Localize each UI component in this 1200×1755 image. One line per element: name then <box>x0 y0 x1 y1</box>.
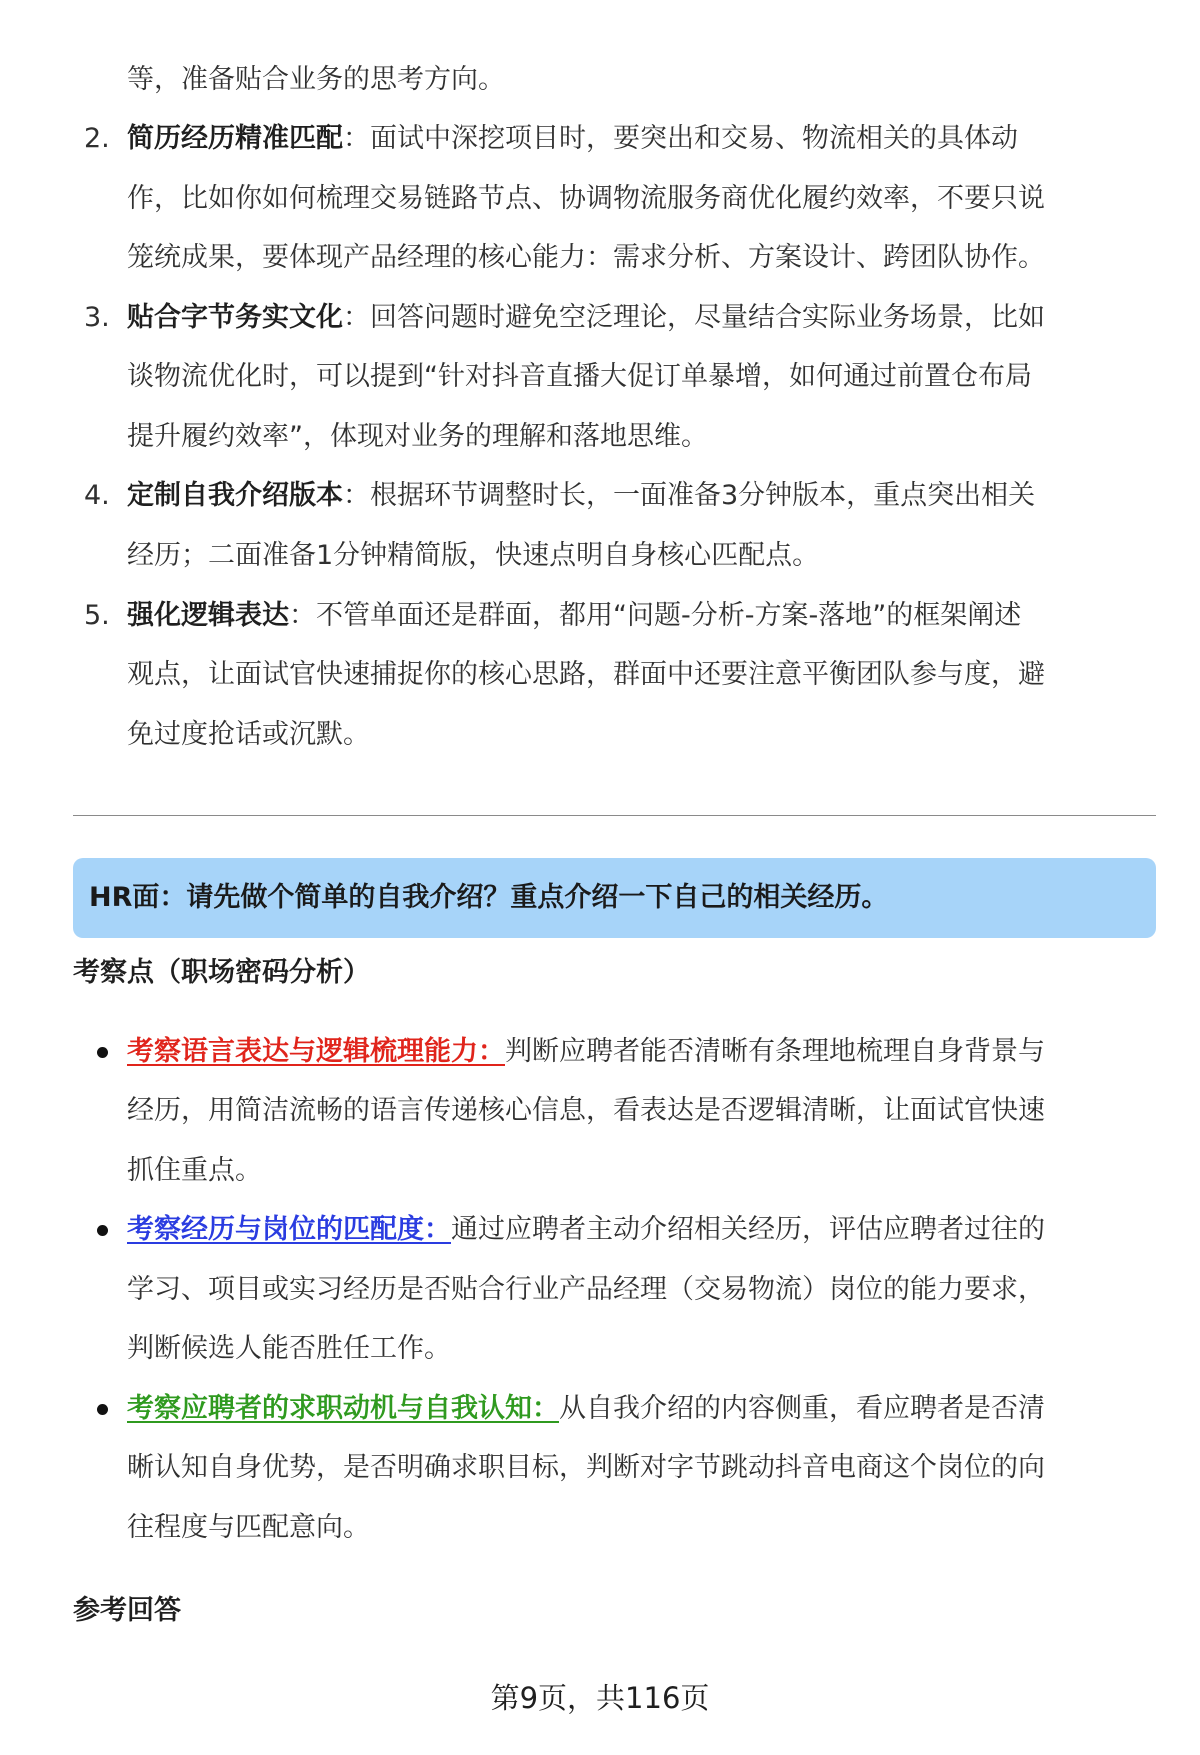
tip-number: 2. <box>84 123 110 154</box>
question-text: HR面：请先做个简单的自我介绍？重点介绍一下自己的相关经历。 <box>89 882 889 913</box>
point-line: 判断候选人能否胜任工作。 <box>127 1333 451 1364</box>
intro-tail-text: 等，准备贴合业务的思考方向。 <box>127 64 505 95</box>
tip-title: 定制自我介绍版本 <box>127 480 343 511</box>
tip-line: 观点，让面试官快速捕捉你的核心思路，群面中还要注意平衡团队参与度，避 <box>127 659 1045 690</box>
page-number: 第9页，共116页 <box>490 1681 710 1715</box>
tip-line: 经历；二面准备1分钟精简版，快速点明自身核心匹配点。 <box>127 540 820 571</box>
point-label: 考察语言表达与逻辑梳理能力： <box>127 1036 505 1067</box>
bullet-icon <box>97 1404 108 1415</box>
point-text: 从自我介绍的内容侧重，看应聘者是否清 <box>559 1393 1045 1424</box>
section-divider <box>73 815 1156 816</box>
answer-heading: 参考回答 <box>73 1595 181 1626</box>
tip-text: ：回答问题时避免空泛理论，尽量结合实际业务场景，比如 <box>343 302 1045 333</box>
point-line: 晰认知自身优势，是否明确求职目标，判断对字节跳动抖音电商这个岗位的向 <box>127 1452 1045 1483</box>
tip-line: 提升履约效率”，体现对业务的理解和落地思维。 <box>127 421 708 452</box>
point-label: 考察经历与岗位的匹配度： <box>127 1214 451 1245</box>
tip-line: 免过度抢话或沉默。 <box>127 719 370 750</box>
point-label: 考察应聘者的求职动机与自我认知： <box>127 1393 559 1424</box>
point-line <box>127 1212 1045 1248</box>
tip-line <box>127 121 1018 157</box>
point-line: 学习、项目或实习经历是否贴合行业产品经理（交易物流）岗位的能力要求， <box>127 1274 1045 1305</box>
point-line: 抓住重点。 <box>127 1155 262 1186</box>
tip-number: 4. <box>84 480 110 511</box>
bullet-icon <box>97 1225 108 1236</box>
point-line: 往程度与匹配意向。 <box>127 1512 370 1543</box>
tip-title: 贴合字节务实文化 <box>127 302 343 333</box>
tip-line <box>127 300 1045 336</box>
tip-line: 笼统成果，要体现产品经理的核心能力：需求分析、方案设计、跨团队协作。 <box>127 242 1045 273</box>
tip-line <box>127 598 1021 634</box>
tip-number: 5. <box>84 600 110 631</box>
tip-title: 强化逻辑表达 <box>127 600 289 631</box>
point-text: 判断应聘者能否清晰有条理地梳理自身背景与 <box>505 1036 1045 1067</box>
tip-title: 简历经历精准匹配 <box>127 123 343 154</box>
analysis-heading: 考察点（职场密码分析） <box>73 957 370 988</box>
tip-line <box>127 478 1035 514</box>
question-callout <box>73 858 1156 938</box>
point-line <box>127 1391 1045 1427</box>
tip-text: ：根据环节调整时长，一面准备3分钟版本，重点突出相关 <box>343 480 1036 511</box>
point-text: 通过应聘者主动介绍相关经历，评估应聘者过往的 <box>451 1214 1045 1245</box>
tip-line: 谈物流优化时，可以提到“针对抖音直播大促订单暴增，如何通过前置仓布局 <box>127 361 1032 392</box>
tip-number: 3. <box>84 302 110 333</box>
tip-line: 作，比如你如何梳理交易链路节点、协调物流服务商优化履约效率，不要只说 <box>127 183 1045 214</box>
tip-text: ：面试中深挖项目时，要突出和交易、物流相关的具体动 <box>343 123 1018 154</box>
tip-text: ：不管单面还是群面，都用“问题-分析-方案-落地”的框架阐述 <box>289 600 1022 631</box>
point-line: 经历，用简洁流畅的语言传递核心信息，看表达是否逻辑清晰，让面试官快速 <box>127 1095 1045 1126</box>
bullet-icon <box>97 1047 108 1058</box>
point-line <box>127 1034 1045 1070</box>
